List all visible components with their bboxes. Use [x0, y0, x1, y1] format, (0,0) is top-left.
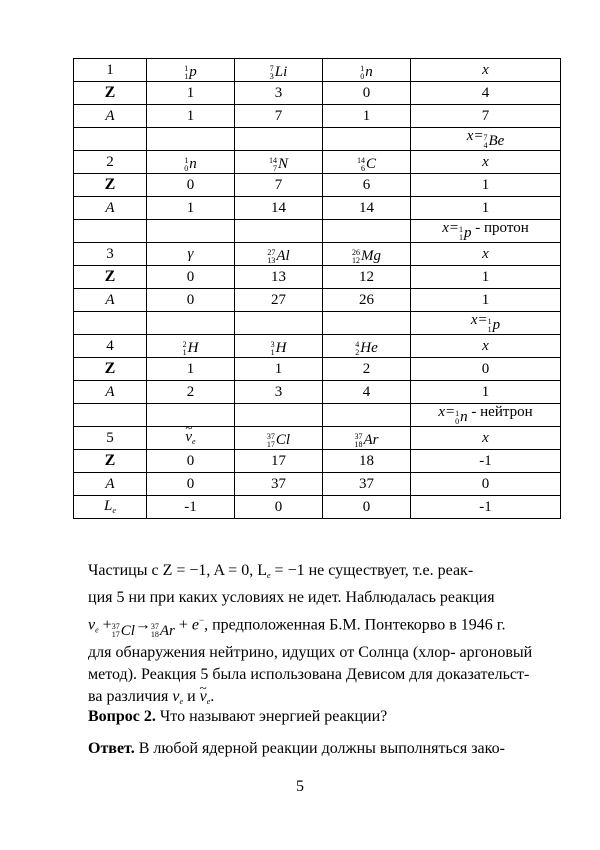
- value-cell: 1: [411, 266, 561, 289]
- table-row: [74, 151, 561, 174]
- value-cell: 0: [147, 174, 235, 197]
- z-label-cell: [74, 450, 147, 473]
- value-cell: 0: [147, 289, 235, 312]
- particle-cell: [323, 427, 411, 450]
- table-row: [74, 197, 561, 220]
- result-nuclide: 1 0 n: [455, 408, 468, 426]
- value-cell: 37: [235, 473, 323, 496]
- table-row: [74, 496, 561, 519]
- table-row: [74, 473, 561, 496]
- antineutrino-symbol: ~ ν: [185, 430, 192, 445]
- value-cell: 14: [323, 197, 411, 220]
- result-nuclide-indices: 1 1: [487, 316, 492, 334]
- z-label: Z: [104, 176, 116, 193]
- question-line: [88, 706, 558, 728]
- nuclide-mg: 26 12 Mg: [352, 247, 381, 265]
- nuclide-he-indices: 4 2: [355, 339, 360, 357]
- empty-cell: [323, 220, 411, 243]
- value-cell: 1: [147, 358, 235, 381]
- nuclide-ar-indices: 37 18: [354, 431, 363, 449]
- nuclear-reactions-table: [73, 58, 561, 519]
- value-cell: 1: [411, 174, 561, 197]
- particle-cell: [235, 59, 323, 82]
- value-cell: 26: [323, 289, 411, 312]
- value-cell: 0: [147, 450, 235, 473]
- value-cell: 0: [323, 82, 411, 105]
- reaction-number-cell: 4: [74, 335, 147, 358]
- particle-cell: [235, 427, 323, 450]
- nuclide-n-indices: 1 0: [184, 155, 189, 173]
- table-row: [74, 335, 561, 358]
- answer-line: [88, 738, 558, 760]
- particle-cell: [235, 151, 323, 174]
- table-row: [74, 220, 561, 243]
- particle-cell: [147, 59, 235, 82]
- table-row: [74, 450, 561, 473]
- table-row: [74, 128, 561, 151]
- nuclide-c-indices: 14 6: [356, 155, 365, 173]
- value-cell: -1: [411, 450, 561, 473]
- empty-cell: [147, 220, 235, 243]
- z-label-cell: [74, 266, 147, 289]
- table-row: [74, 174, 561, 197]
- nuclide-cl-indices: 37 17: [266, 431, 275, 449]
- nuclide-h-indices: 3 1: [270, 339, 275, 357]
- nuclide-al-indices: 27 13: [267, 247, 276, 265]
- empty-cell: [147, 128, 235, 151]
- z-label: Z: [104, 268, 116, 285]
- reaction-number-cell: 1: [74, 59, 147, 82]
- a-label: A: [105, 291, 115, 308]
- paragraph-line-2: ция 5 ни при каких условиях не идет. Наблюдалась реакция: [88, 589, 495, 606]
- result-prefix: x=: [438, 403, 456, 420]
- le-label: L: [104, 498, 113, 514]
- result-prefix: x=: [466, 127, 484, 144]
- value-cell: 7: [235, 174, 323, 197]
- value-cell: 0: [323, 496, 411, 519]
- value-cell: 17: [235, 450, 323, 473]
- value-cell: 6: [323, 174, 411, 197]
- table-row: [74, 358, 561, 381]
- value-cell: 12: [323, 266, 411, 289]
- empty-cell: [74, 312, 147, 335]
- a-label-cell: [74, 473, 147, 496]
- nuclide-p-indices: 1 1: [184, 63, 189, 81]
- reaction-number-cell: 2: [74, 151, 147, 174]
- table-row: [74, 381, 561, 404]
- a-label-cell: [74, 197, 147, 220]
- value-cell: 0: [411, 473, 561, 496]
- a-label: A: [105, 199, 115, 216]
- a-label-cell: [74, 105, 147, 128]
- particle-cell: [411, 335, 561, 358]
- value-cell: 7: [411, 105, 561, 128]
- particle-symbol: x: [482, 245, 489, 262]
- particle-cell: [323, 59, 411, 82]
- particle-cell: [235, 335, 323, 358]
- nuclide-mg-indices: 26 12: [352, 247, 360, 265]
- page-number: 5: [296, 778, 304, 795]
- z-label: Z: [104, 360, 116, 377]
- result-cell: [411, 404, 561, 427]
- value-cell: 7: [235, 105, 323, 128]
- particle-symbol: x: [482, 337, 489, 354]
- reaction-number-cell: 3: [74, 243, 147, 266]
- z-label-cell: [74, 358, 147, 381]
- z-label-cell: [74, 82, 147, 105]
- value-cell: 0: [147, 473, 235, 496]
- nuclide-li: 7 3 Li: [269, 63, 288, 81]
- value-cell: 1: [323, 105, 411, 128]
- table-row: [74, 312, 561, 335]
- value-cell: 18: [323, 450, 411, 473]
- value-cell: 1: [147, 105, 235, 128]
- particle-cell: [411, 427, 561, 450]
- z-label: Z: [104, 84, 116, 101]
- particle-symbol: γ: [187, 245, 194, 262]
- particle-cell: [411, 243, 561, 266]
- value-cell: 0: [411, 358, 561, 381]
- answer-label: Ответ.: [88, 740, 135, 757]
- value-cell: 1: [235, 358, 323, 381]
- table-row: [74, 404, 561, 427]
- value-cell: 3: [235, 381, 323, 404]
- value-cell: 4: [323, 381, 411, 404]
- particle-symbol: x: [482, 153, 489, 170]
- particle-symbol: x: [482, 429, 489, 446]
- empty-cell: [235, 128, 323, 151]
- particle-cell: [147, 335, 235, 358]
- nuclide-n-indices: 1 0: [360, 63, 365, 81]
- nuclide-he: 4 2 He: [355, 339, 378, 357]
- empty-cell: [323, 404, 411, 427]
- value-cell: 1: [147, 82, 235, 105]
- empty-cell: [235, 404, 323, 427]
- a-label-cell: [74, 381, 147, 404]
- empty-cell: [74, 220, 147, 243]
- nuclide-n: 1 0 n: [184, 155, 197, 173]
- empty-cell: [235, 220, 323, 243]
- table-row: [74, 266, 561, 289]
- value-cell: 0: [235, 496, 323, 519]
- reaction-number-cell: 5: [74, 427, 147, 450]
- table-row: [74, 105, 561, 128]
- nuclide-ar: 37 18 Ar: [354, 431, 379, 449]
- result-cell: [411, 128, 561, 151]
- value-cell: 37: [323, 473, 411, 496]
- result-nuclide-indices: 1 1: [459, 224, 464, 242]
- value-cell: -1: [147, 496, 235, 519]
- particle-cell: [147, 427, 235, 450]
- particle-cell: [147, 243, 235, 266]
- value-cell: 0: [147, 266, 235, 289]
- nuclide-n: 1 0 n: [360, 63, 373, 81]
- value-cell: 3: [235, 82, 323, 105]
- particle-symbol: x: [482, 61, 489, 78]
- value-cell: 1: [411, 289, 561, 312]
- antineutrino-subscript: e: [192, 437, 196, 446]
- particle-cell: [323, 335, 411, 358]
- nuclide-li-indices: 7 3: [269, 63, 274, 81]
- table-row: [74, 243, 561, 266]
- explanation-paragraph: [88, 560, 558, 713]
- empty-cell: [74, 404, 147, 427]
- result-suffix: - нейтрон: [467, 403, 533, 420]
- paragraph-line-3: $\nu_e$ + 37 17 Cl→ 37 18 Ar + e−, предположенная Б.М. Понтекорво в 1946 г.: [88, 615, 506, 640]
- table-row: [74, 427, 561, 450]
- z-label-cell: [74, 174, 147, 197]
- z-label: Z: [104, 452, 116, 469]
- value-cell: 1: [411, 197, 561, 220]
- paragraph-line-5: метод). Реакция 5 была использована Девисом для доказательст-: [88, 666, 530, 684]
- value-cell: 1: [411, 381, 561, 404]
- a-label: A: [105, 383, 115, 400]
- particle-cell: [235, 243, 323, 266]
- value-cell: 14: [235, 197, 323, 220]
- question-label: Вопрос 2.: [88, 708, 156, 725]
- nuclide-n: 14 7 N: [268, 155, 288, 173]
- particle-cell: [147, 151, 235, 174]
- result-nuclide-indices: 7 4: [483, 132, 488, 150]
- value-cell: -1: [411, 496, 561, 519]
- nuclide-h: 2 1 H: [182, 339, 199, 357]
- result-nuclide: 7 4 Be: [483, 132, 505, 150]
- empty-cell: [235, 312, 323, 335]
- empty-cell: [323, 128, 411, 151]
- particle-cell: [323, 243, 411, 266]
- value-cell: 1: [147, 197, 235, 220]
- particle-cell: [411, 151, 561, 174]
- result-prefix: x=: [470, 311, 488, 328]
- nuclide-al: 27 13 Al: [267, 247, 290, 265]
- paragraph-line-4: для обнаружения нейтрино, идущих от Солнца (хлор- аргоновый: [88, 644, 533, 662]
- table-row: [74, 289, 561, 312]
- result-prefix: x=: [442, 219, 460, 236]
- nuclide-c: 14 6 C: [356, 155, 376, 173]
- value-cell: 4: [411, 82, 561, 105]
- nuclide-p: 1 1 p: [184, 63, 197, 81]
- result-cell: [411, 220, 561, 243]
- table-row: [74, 82, 561, 105]
- label-subscript: e: [112, 506, 116, 515]
- a-label-cell: [74, 289, 147, 312]
- result-nuclide-indices: 1 0: [455, 408, 460, 426]
- empty-cell: [323, 312, 411, 335]
- particle-cell: [411, 59, 561, 82]
- empty-cell: [147, 312, 235, 335]
- question-text: Что называют энергией реакции?: [155, 708, 388, 725]
- table-row: [74, 59, 561, 82]
- value-cell: 2: [323, 358, 411, 381]
- value-cell: 27: [235, 289, 323, 312]
- answer-text: В любой ядерной реакции должны выполняться зако-: [134, 740, 505, 757]
- empty-cell: [74, 128, 147, 151]
- a-label: A: [105, 475, 115, 492]
- particle-cell: [323, 151, 411, 174]
- result-nuclide: 1 1 p: [459, 224, 472, 242]
- a-label: A: [105, 107, 115, 124]
- result-nuclide: 1 1 p: [487, 316, 501, 334]
- nuclide-cl: 37 17 Cl: [266, 431, 291, 449]
- nuclide-h: 3 1 H: [270, 339, 287, 357]
- nuclide-h-indices: 2 1: [182, 339, 187, 357]
- paragraph-line-1: Частицы с Z = −1, A = 0, $L_e = -1$ не существует, т.е. реак-: [88, 562, 474, 580]
- value-cell: 13: [235, 266, 323, 289]
- value-cell: 2: [147, 381, 235, 404]
- nuclide-n-indices: 14 7: [268, 155, 277, 173]
- result-cell: [411, 312, 561, 335]
- paragraph-line-6: ва различия $\nu_e$ и ~ $\nu_e$.: [88, 686, 558, 713]
- result-suffix: - протон: [471, 219, 529, 236]
- le-label-cell: [74, 496, 147, 519]
